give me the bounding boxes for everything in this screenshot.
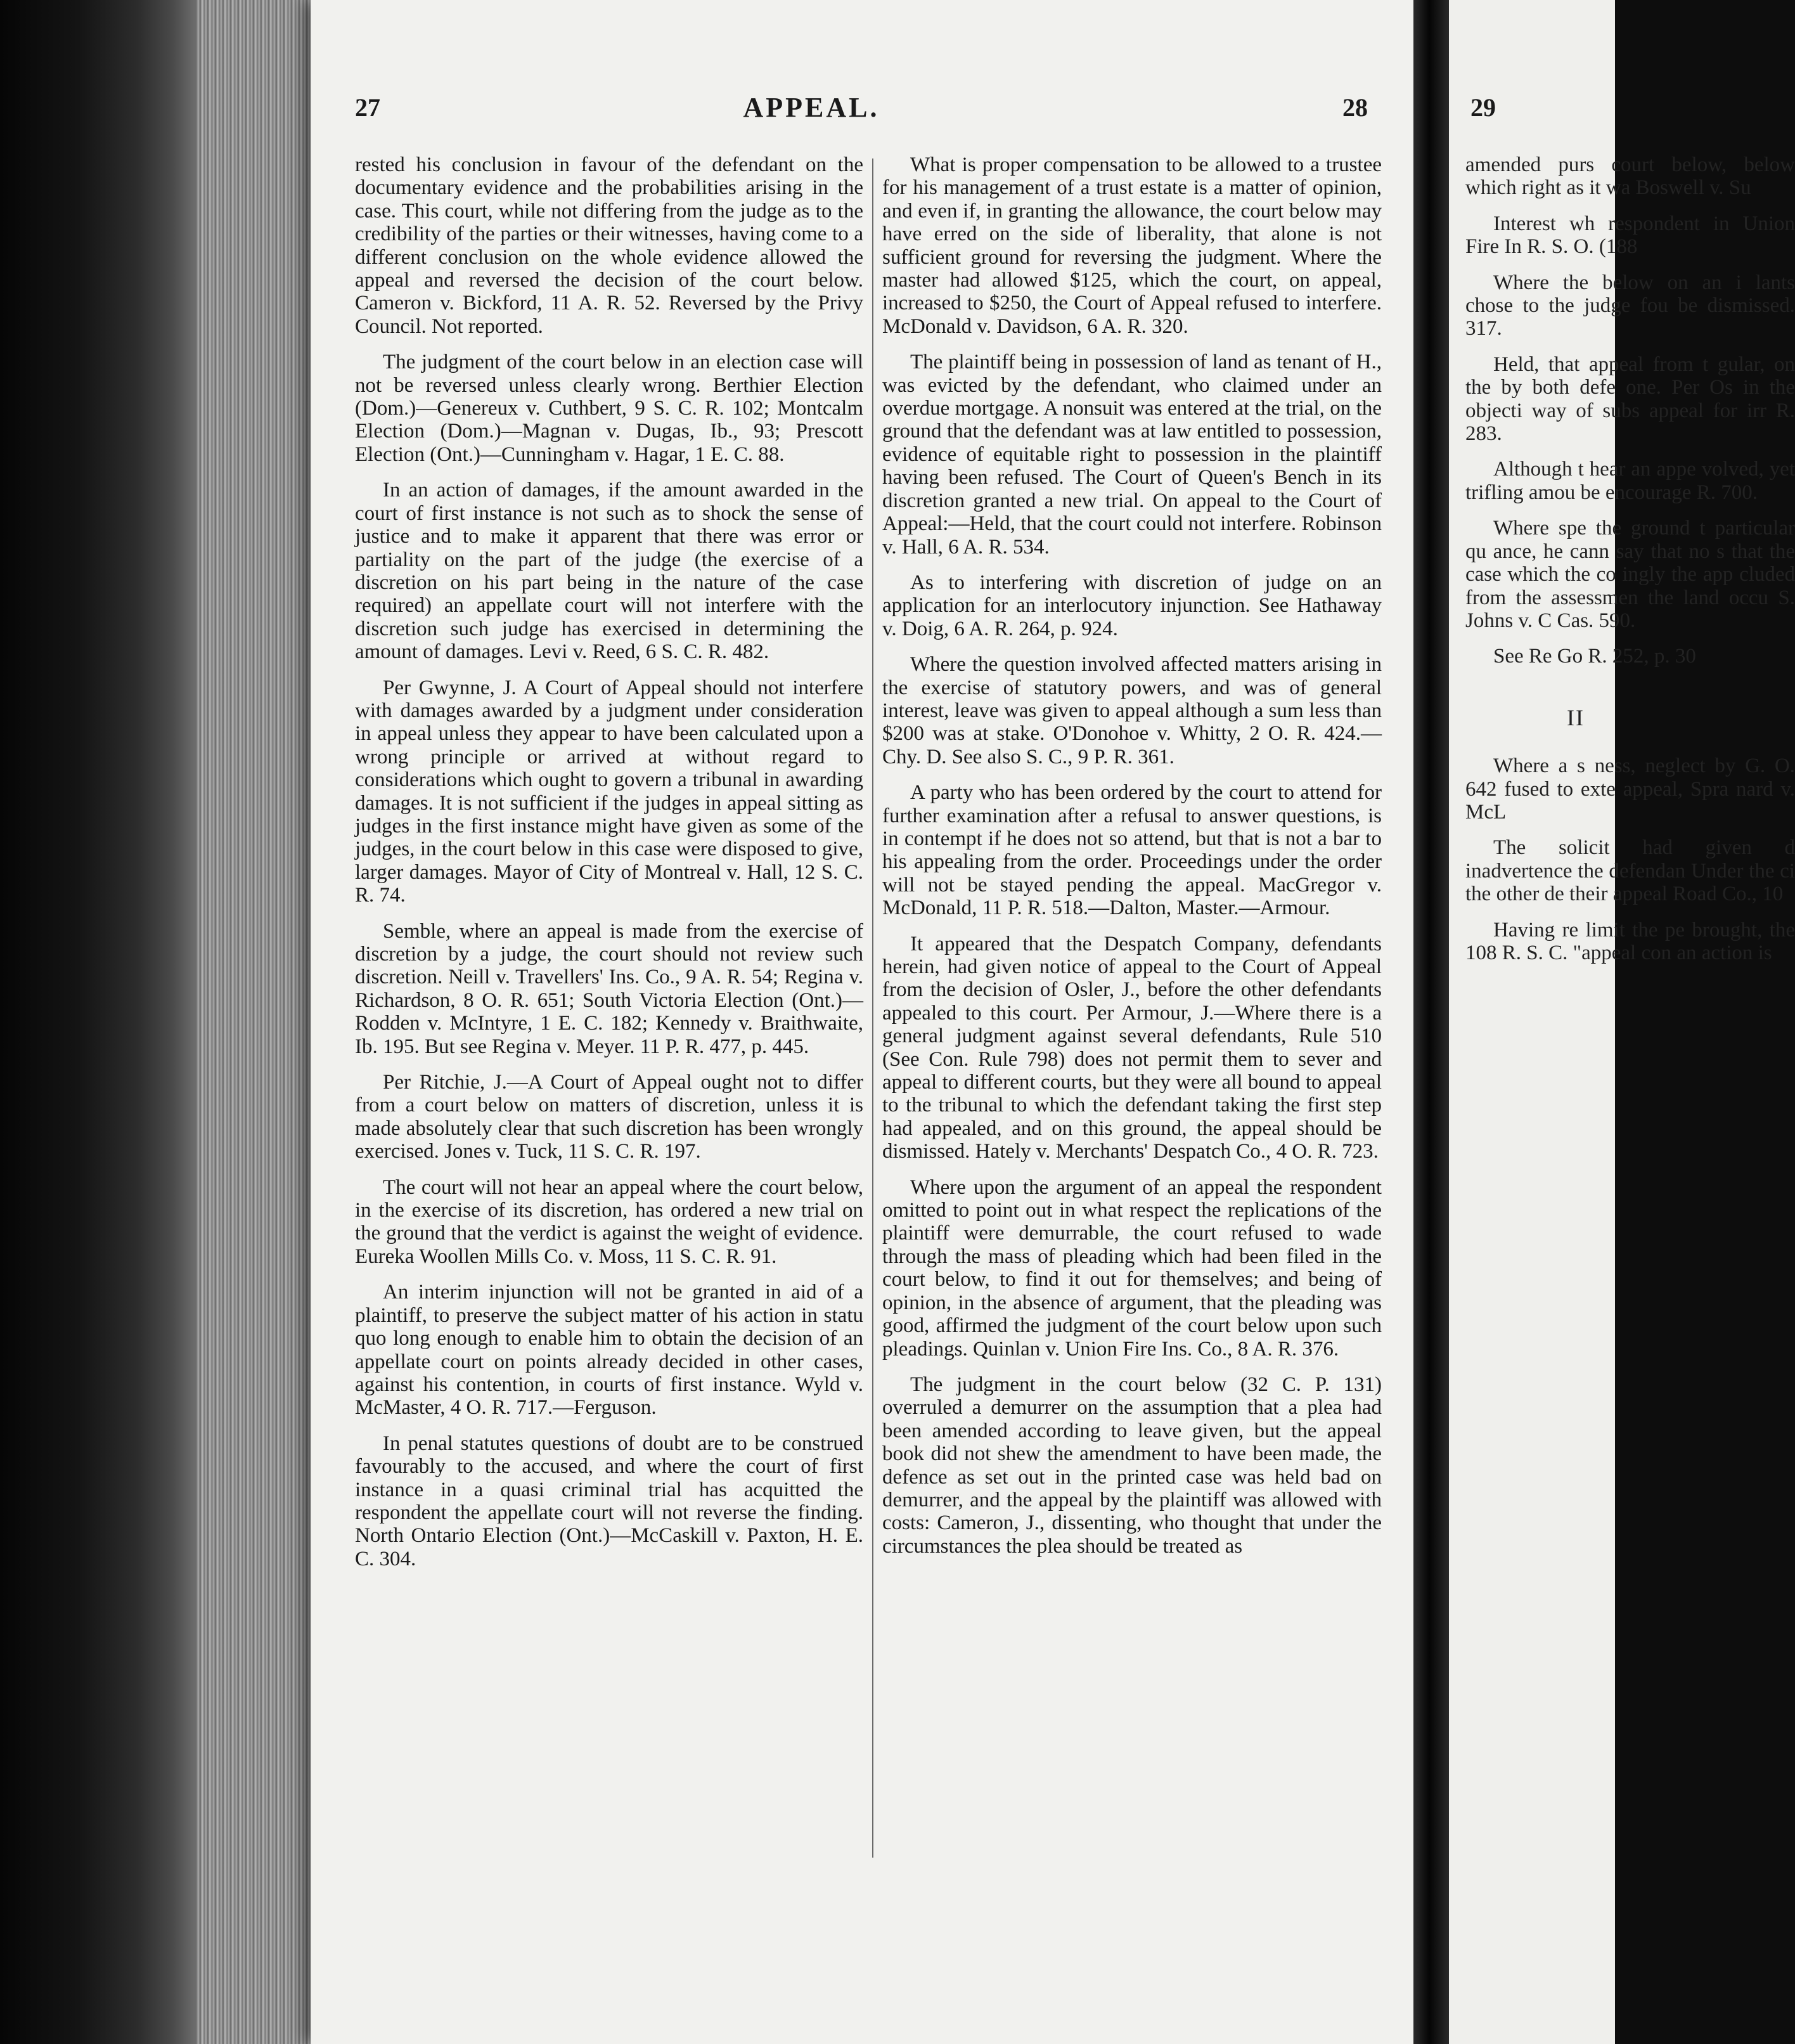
right-page-number: 28	[1342, 93, 1368, 122]
paragraph: An interim injunction will not be granted in aid of a plaintiff, to preserve the subject matter of his action in statu quo long enough to enable him to obtain the decision of an appellate court on points already decided in other cases, against his contention, in courts of first instance. Wyld v. McMaster, 4 O. R. 717.—Ferguson.	[355, 1281, 863, 1420]
paragraph: The plaintiff being in possession of land as tenant of H., was evicted by the defendant, who claimed under an overdue mortgage. A nonsuit was entered at the trial, on the ground that the defendant was at law entitled to possession, evidence of equitable right to possession in the plaintiff having been refused. The Court of Queen's Bench in its discretion granted a new trial. On appeal to the Court of Appeal:—Held, that the court could not interfere. Robinson v. Hall, 6 A. R. 534.	[882, 351, 1382, 559]
paragraph: Per Gwynne, J. A Court of Appeal should not interfere with damages awarded by a judgment under consideration in appeal unless they appear to have been calculated upon a wrong principle or arrived at without regard to considerations which ought to govern a tribunal in awarding damages. It is not sufficient if the judges in appeal sitting as judges in the first instance might have given as some of the judges, in the court below in this case were disposed to give, larger damages. Mayor of City of Montreal v. Hall, 12 S. C. R. 74.	[355, 676, 863, 907]
left-page-number: 27	[355, 93, 380, 122]
paragraph: It appeared that the Despatch Company, defendants herein, had given notice of appeal to the Court of Appeal from the decision of Osler, J., before the other defendants appealed to this court. Per Armour, J.—Where there is a general judgment against several defendants, Rule 510 (See Con. Rule 798) does not permit them to sever and appeal to different courts, but they were all bound to appeal to the tribunal to which the defendant taking the first step had appealed, and on this ground, the appeal should be dismissed. Hately v. Merchants' Despatch Co., 4 O. R. 723.	[882, 932, 1382, 1163]
facing-page-column-cut-off	[1465, 153, 1795, 977]
running-title: APPEAL.	[743, 92, 880, 123]
paragraph: Where upon the argument of an appeal the respondent omitted to point out in what respect the replications of the plaintiff were demurrable, the court refused to wade through the mass of pleading which had been filed in the court below, to find it out for themselves; and being of opinion, in the absence of argument, that the pleading was good, affirmed the judgment of the court below upon such pleadings. Quinlan v. Union Fire Ins. Co., 8 A. R. 376.	[882, 1175, 1382, 1361]
paragraph: Where a s ness, neglect by G. O. 642 fused to exte appeal, Spra nard v. McL	[1465, 754, 1795, 824]
paragraph: Semble, where an appeal is made from the exercise of discretion by a judge, the court should not review such discretion. Neill v. Travellers' Ins. Co., 9 A. R. 54; Regina v. Richardson, 8 O. R. 651; South Victoria Election (Ont.)—Rodden v. McIntyre, 1 E. C. 182; Kennedy v. Braithwaite, Ib. 195. But see Regina v. Meyer. 11 P. R. 477, p. 445.	[355, 919, 863, 1058]
paragraph: Having re limit the pe brought, the 108 R. S. C. "appeal con an action is	[1465, 918, 1795, 964]
column-divider	[872, 158, 873, 1858]
paragraph: Per Ritchie, J.—A Court of Appeal ought not to differ from a court below on matters of discretion, unless it is made absolutely clear that such discretion has been wrongly exercised. Jones v. Tuck, 11 S. C. R. 197.	[355, 1071, 863, 1163]
paragraph: In an action of damages, if the amount awarded in the court of first instance is not such as to shock the sense of justice and to make it apparent that there was error or partiality on the part of the judge (the exercise of a discretion on his part being in the nature of the case required) an appellate court will not interfere with the discretion such judge has exercised in determining the amount of damages. Levi v. Reed, 6 S. C. R. 482.	[355, 479, 863, 664]
paragraph: Where the question involved affected matters arising in the exercise of statutory powers, and was of general interest, leave was given to appeal although a sum less than $200 was at stake. O'Donohoe v. Whitty, 2 O. R. 424.—Chy. D. See also S. C., 9 P. R. 361.	[882, 653, 1382, 768]
paragraph: What is proper compensation to be allowed to a trustee for his management of a trust estate is a matter of opinion, and even if, in granting the allowance, the court below may have erred on the side of liberality, that alone is not sufficient ground for reversing the judgment. Where the master had allowed $125, which the court, on appeal, increased to $250, the Court of Appeal refused to interfere. McDonald v. Davidson, 6 A. R. 320.	[882, 153, 1382, 338]
paragraph: In penal statutes questions of doubt are to be construed favourably to the accused, and where the court of first instance in a quasi criminal trial has acquitted the respondent the appellate court will not reverse the finding. North Ontario Election (Ont.)—McCaskill v. Paxton, H. E. C. 304.	[355, 1432, 863, 1570]
paragraph: The judgment of the court below in an election case will not be reversed unless clearly wrong. Berthier Election (Dom.)—Genereux v. Cuthbert, 9 S. C. R. 102; Montcalm Election (Dom.)—Magnan v. Dugas, Ib., 93; Prescott Election (Ont.)—Cunningham v. Hagar, 1 E. C. 88.	[355, 351, 863, 466]
paragraph: The solicit had given d inadvertence the defendan Under the ci the other de their appeal Road Co., 10	[1465, 836, 1795, 906]
left-text-column	[355, 153, 863, 1583]
middle-text-column	[882, 153, 1382, 1570]
paragraph: Where the below on an i lants chose to the judge fou be dismissed. 317.	[1465, 271, 1795, 340]
paragraph: The judgment in the court below (32 C. P. 131) overruled a demurrer on the assumption that a plea had been amended according to leave given, but the appeal book did not shew the amendment to have been made, the defence as set out in the printed case was held bad on demurrer, and the appeal by the plaintiff was allowed with costs: Cameron, J., dissenting, who thought that under the circumstances the plea should be treated as	[882, 1373, 1382, 1558]
paragraph: A party who has been ordered by the court to attend for further examination after a refusal to answer questions, is in contempt if he does not so attend, but that is not a bar to his appealing from the order. Proceedings under the order will not be stayed pending the appeal. MacGregor v. McDonald, 11 P. R. 518.—Dalton, Master.—Armour.	[882, 781, 1382, 920]
paragraph: As to interfering with discretion of judge on an application for an interlocutory injunction. See Hathaway v. Doig, 6 A. R. 264, p. 924.	[882, 571, 1382, 640]
paragraph: Although t hear an appe volved, yet trifling amou be encourage R. 700.	[1465, 458, 1795, 504]
facing-page-number: 29	[1470, 93, 1496, 122]
paragraph: Where spe the ground t particular qu ance, he cann say that no s that the case which the co ingly the app cluded from the assessmen the land occu S. Johns v. C Cas. 590.	[1465, 517, 1795, 632]
section-heading: II	[1567, 704, 1585, 730]
book-binding-shadow	[0, 0, 196, 2044]
paragraph: Held, that appeal from t gular, on the by both defe one. Per Os in the objecti way of subs appeal for irr R. 283.	[1465, 353, 1795, 446]
page-gutter	[1413, 0, 1449, 2044]
paragraph: amended purs court below, below which right as it wa Boswell v. Su	[1465, 153, 1795, 200]
paragraph: rested his conclusion in favour of the defendant on the documentary evidence and the probabilities arising in the case. This court, while not differing from the judge as to the credibility of the parties or their witnesses, having come to a different conclusion on the whole evidence allowed the appeal and reversed the decision of the court below. Cameron v. Bickford, 11 A. R. 52. Reversed by the Privy Council. Not reported.	[355, 153, 863, 338]
paragraph: Interest wh respondent in Union Fire In R. S. O. (188	[1465, 212, 1795, 259]
paragraph: The court will not hear an appeal where the court below, in the exercise of its discretion, has ordered a new trial on the ground that the verdict is against the weight of evidence. Eureka Woollen Mills Co. v. Moss, 11 S. C. R. 91.	[355, 1175, 863, 1268]
paragraph: See Re Go R. 252, p. 30	[1493, 645, 1696, 668]
